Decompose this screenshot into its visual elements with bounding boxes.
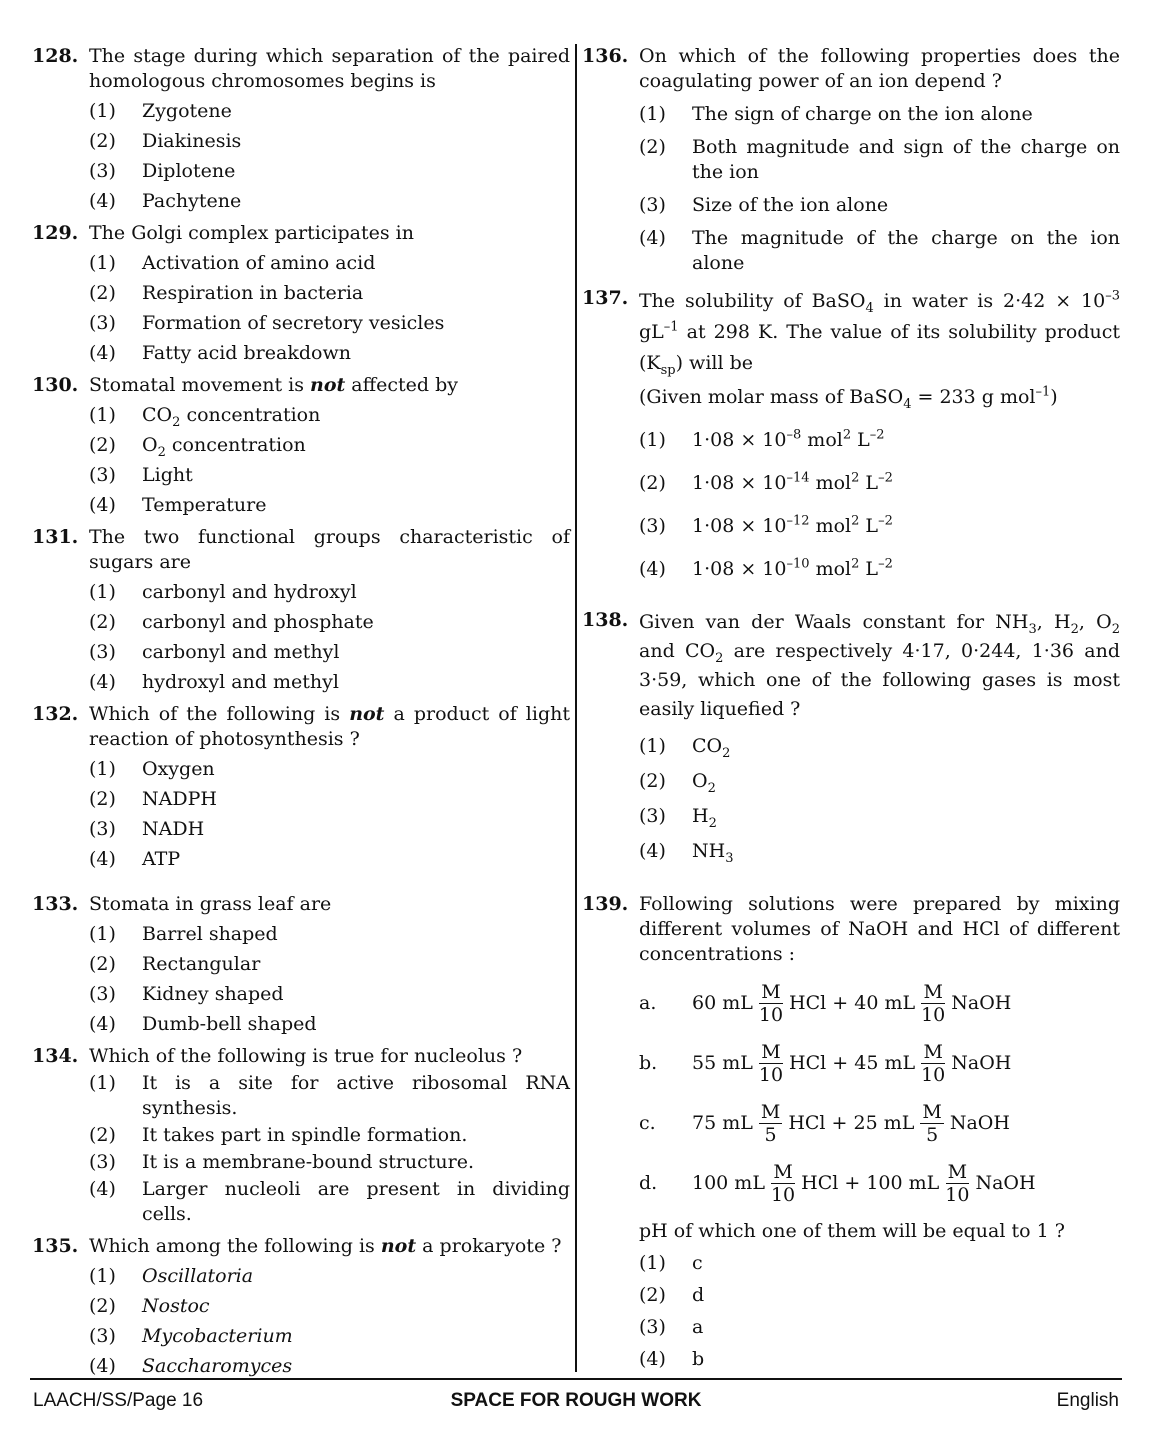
option-text: $CO_2$: [692, 735, 731, 761]
option-number: (2): [639, 136, 666, 158]
fraction: $\frac{M}{5}$: [922, 1100, 942, 1146]
option-number: (2): [89, 282, 116, 304]
option-number: (1): [639, 735, 666, 757]
question-number: 128.: [32, 45, 79, 67]
option-number: (3): [89, 160, 116, 182]
option-text: It takes part in spindle formation.: [142, 1124, 468, 1146]
question-text: The Golgi complex participates in: [89, 222, 414, 244]
option-text: Dumb-bell shaped: [142, 1013, 317, 1035]
option-text: c: [692, 1252, 703, 1274]
option-text: Diplotene: [142, 160, 236, 182]
question-number: 132.: [32, 703, 79, 725]
option-text: Mycobacterium: [142, 1325, 293, 1347]
footer-language: English: [1056, 1390, 1119, 1411]
column-divider: [575, 44, 577, 1372]
option-number: (1): [89, 1072, 116, 1094]
option-text: carbonyl and hydroxyl: [142, 581, 357, 603]
option-number: (2): [89, 611, 116, 633]
fraction: $\frac{M}{10}$: [758, 980, 784, 1026]
option-number: (4): [89, 848, 116, 870]
fraction: $\frac{M}{10}$: [758, 1040, 784, 1086]
solution-a: a. 60 mL $\frac{M}{10}$ HCl + 40 mL $\frac{M}{10}$ NaOH: [639, 980, 1012, 1026]
right-column: [582, 44, 1120, 1372]
option-number: (4): [89, 342, 116, 364]
fraction: $\frac{M}{10}$: [945, 1160, 970, 1206]
option-text: Oxygen: [142, 758, 215, 780]
option-number: (3): [89, 312, 116, 334]
given-note: (Given molar mass of BaSO$_4$ = 233 g mol$^{-1}$): [639, 384, 1058, 412]
option-text: Zygotene: [142, 100, 232, 122]
question-number: 135.: [32, 1235, 79, 1257]
option-number: (2): [89, 953, 116, 975]
fraction: $\frac{M}{5}$: [760, 1100, 781, 1146]
question-137: [582, 286, 1120, 379]
solution-c: c. 75 mL $\frac{M}{5}$ HCl + 25 mL $\frac{M}{5}$ NaOH: [639, 1100, 1010, 1146]
question-139: [582, 892, 1120, 967]
option-number: (2): [89, 1295, 116, 1317]
option-number: (3): [89, 1325, 116, 1347]
fraction: $\frac{M}{10}$: [921, 1040, 946, 1086]
question-text: The two functional groups characteristic of sugars are: [89, 526, 570, 573]
option-number: (1): [89, 100, 116, 122]
question-130: [32, 373, 570, 398]
left-column: [32, 44, 570, 1379]
option-text: NADPH: [142, 788, 217, 810]
question-text: On which of the following properties does the coagulating power of an ion depend ?: [639, 45, 1120, 92]
option-text: $H_2$: [692, 805, 717, 831]
option-text: Nostoc: [142, 1295, 210, 1317]
option-number: (3): [639, 1316, 666, 1338]
option-text: Oscillatoria: [142, 1265, 254, 1287]
option-number: (2): [89, 130, 116, 152]
question-number: 130.: [32, 374, 79, 396]
option-text: Barrel shaped: [142, 923, 278, 945]
option-text: hydroxyl and methyl: [142, 671, 339, 693]
option-number: (3): [89, 464, 116, 486]
option-text: $1\cdot 08 \times 10^{-12}$ mol$^2$ $L^{-2}$: [692, 513, 893, 537]
option-number: (3): [639, 805, 666, 827]
option-number: (1): [89, 758, 116, 780]
option-text: carbonyl and phosphate: [142, 611, 374, 633]
question-text: Stomatal movement is not affected by: [89, 374, 458, 396]
question-134: [32, 1044, 570, 1069]
option-text: Respiration in bacteria: [142, 282, 364, 304]
option-text: $1\cdot 08 \times 10^{-10}$ mol$^2$ $L^{-2}$: [692, 556, 893, 580]
question-text: Which among the following is not a prokaryote ?: [89, 1235, 562, 1257]
question-text: The solubility of BaSO$_4$ in water is $2\cdot 42 \times 10^{-3}$ $gL^{-1}$ at 298 K. The value of its solubility product $(K_{sp})$ will be: [639, 288, 1120, 378]
option-text: NADH: [142, 818, 205, 840]
option-text: $NH_3$: [692, 840, 734, 866]
option-text: Rectangular: [142, 953, 261, 975]
fraction: $\frac{M}{10}$: [770, 1160, 796, 1206]
option-number: (1): [639, 429, 666, 451]
question-number: 139.: [582, 893, 629, 915]
option-text: The magnitude of the charge on the ion alone: [692, 227, 1120, 274]
option-number: (3): [639, 515, 666, 537]
question-text: Stomata in grass leaf are: [89, 893, 332, 915]
option-number: (3): [89, 1151, 116, 1173]
option-number: (1): [89, 252, 116, 274]
option-text: Pachytene: [142, 190, 242, 212]
option-number: (3): [89, 641, 116, 663]
option-text: It is a membrane-bound structure.: [142, 1151, 475, 1173]
question-number: 136.: [582, 45, 629, 67]
option-number: (4): [89, 1178, 116, 1200]
option-text: Size of the ion alone: [692, 194, 889, 216]
option-number: (3): [89, 818, 116, 840]
question-number: 138.: [582, 609, 629, 631]
option-number: (3): [89, 983, 116, 1005]
question-text: Given van der Waals constant for $NH_3$, $H_2$, $O_2$ and $CO_2$ are respectively 4·17, 0·244, 1·36 and 3·59, which one of the following gases is most easily liquefied ?: [639, 611, 1121, 720]
option-text: Fatty acid breakdown: [142, 342, 351, 364]
option-text: Diakinesis: [142, 130, 242, 152]
question-text: The stage during which separation of the paired homologous chromosomes begins is: [89, 45, 570, 92]
option-number: (2): [89, 1124, 116, 1146]
option-number: (4): [639, 558, 666, 580]
option-number: (1): [89, 581, 116, 603]
question-131: [32, 525, 570, 575]
question-138: [582, 608, 1120, 724]
option-text: $O_2$: [692, 770, 716, 796]
option-number: (1): [89, 404, 116, 426]
question-132: [32, 702, 570, 752]
option-number: (4): [89, 190, 116, 212]
option-number: (4): [639, 1348, 666, 1370]
option-number: (1): [89, 1265, 116, 1287]
option-text: Formation of secretory vesicles: [142, 312, 445, 334]
question-135: [32, 1234, 570, 1259]
option-number: (4): [639, 840, 666, 862]
option-text: $CO_2$ concentration: [142, 404, 321, 430]
solution-b: b. 55 mL $\frac{M}{10}$ HCl + 45 mL $\frac{M}{10}$ NaOH: [639, 1040, 1012, 1086]
option-number: (1): [639, 103, 666, 125]
option-number: (1): [89, 923, 116, 945]
option-number: (3): [639, 194, 666, 216]
option-text: d: [692, 1284, 705, 1306]
question-128: [32, 44, 570, 94]
option-number: (4): [639, 227, 666, 249]
option-text: a: [692, 1316, 704, 1338]
option-text: Activation of amino acid: [142, 252, 376, 274]
option-number: (2): [639, 1284, 666, 1306]
option-text: $1\cdot 08 \times 10^{-14}$ mol$^2$ $L^{-2}$: [692, 470, 893, 494]
option-text: Temperature: [142, 494, 267, 516]
option-text: ATP: [142, 848, 181, 870]
option-text: b: [692, 1348, 705, 1370]
option-text: carbonyl and methyl: [142, 641, 340, 663]
option-text: Light: [142, 464, 193, 486]
question-text: Which of the following is not a product of light reaction of photosynthesis ?: [89, 703, 570, 750]
fraction: $\frac{M}{10}$: [921, 980, 946, 1026]
option-number: (2): [89, 434, 116, 456]
option-number: (2): [89, 788, 116, 810]
question-prompt: pH of which one of them will be equal to 1 ?: [639, 1220, 1065, 1242]
option-text: The sign of charge on the ion alone: [692, 103, 1033, 125]
footer-rough-work: SPACE FOR ROUGH WORK: [450, 1390, 702, 1411]
question-129: [32, 221, 570, 246]
question-number: 133.: [32, 893, 79, 915]
question-number: 129.: [32, 222, 79, 244]
option-number: (4): [89, 1013, 116, 1035]
question-133: [32, 892, 570, 917]
question-number: 131.: [32, 526, 79, 548]
footer-page-code: LAACH/SS/Page 16: [33, 1390, 204, 1411]
option-number: (4): [89, 671, 116, 693]
option-number: (1): [639, 1252, 666, 1274]
option-text: Both magnitude and sign of the charge on the ion: [692, 136, 1120, 183]
question-text: Which of the following is true for nucleolus ?: [89, 1045, 523, 1067]
option-text: Kidney shaped: [142, 983, 284, 1005]
question-number: 137.: [582, 287, 629, 309]
option-number: (4): [89, 494, 116, 516]
option-number: (2): [639, 472, 666, 494]
option-text: Larger nucleoli are present in dividing cells.: [142, 1178, 570, 1225]
option-number: (4): [89, 1355, 116, 1377]
question-136: [582, 44, 1120, 94]
option-text: It is a site for active ribosomal RNA synthesis.: [142, 1072, 570, 1119]
solution-d: d. 100 mL $\frac{M}{10}$ HCl + 100 mL $\frac{M}{10}$ NaOH: [639, 1160, 1036, 1206]
option-text: Saccharomyces: [142, 1355, 293, 1377]
option-text: $1\cdot 08 \times 10^{-8}$ mol$^2$ $L^{-2}$: [692, 427, 885, 451]
option-number: (2): [639, 770, 666, 792]
question-text: Following solutions were prepared by mixing different volumes of NaOH and HCl of different concentrations :: [639, 893, 1120, 965]
question-number: 134.: [32, 1045, 79, 1067]
option-text: $O_2$ concentration: [142, 434, 306, 460]
